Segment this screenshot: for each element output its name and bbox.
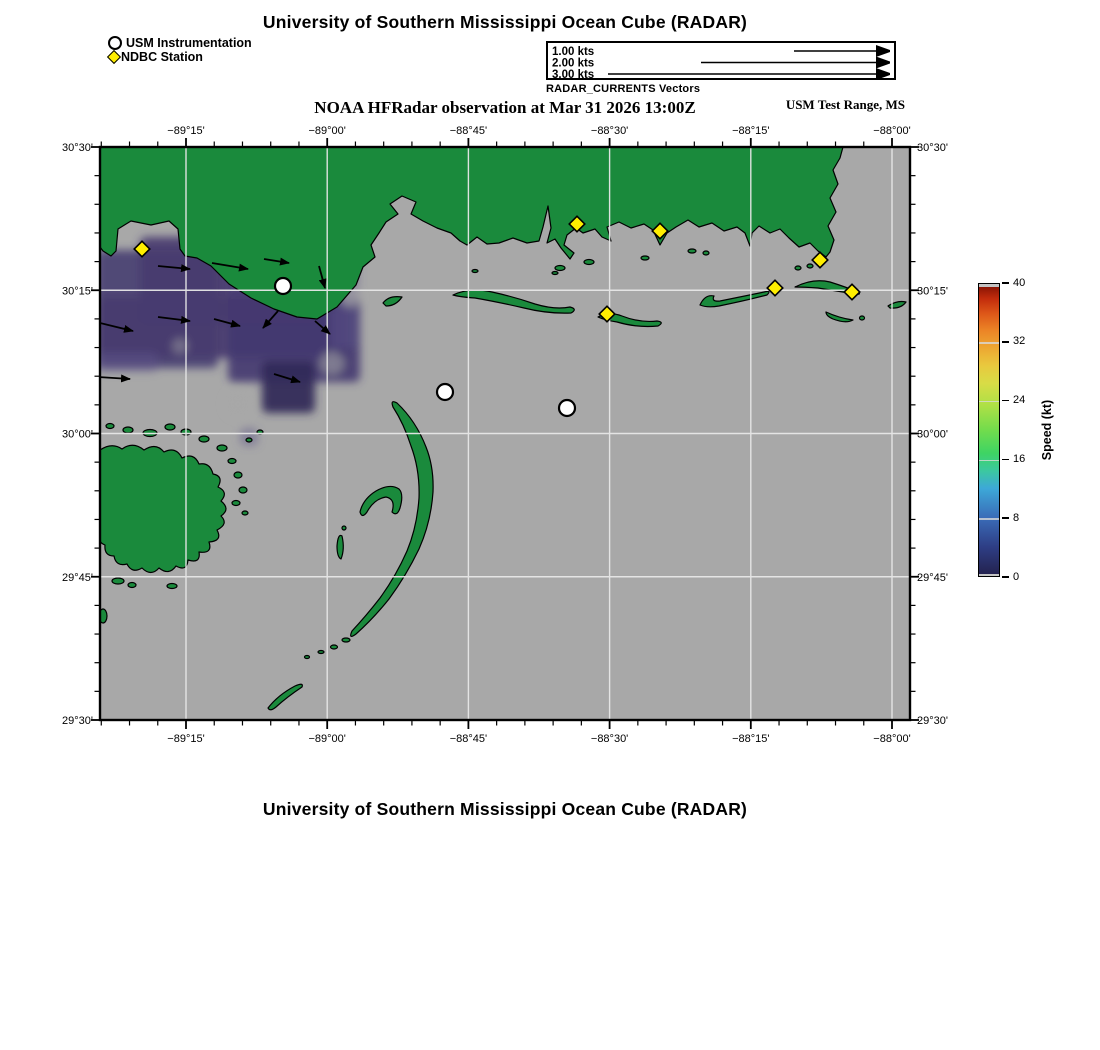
islet [234,472,242,478]
y-axis-label-left: 30°15' [62,285,93,298]
page-title-bottom: University of Southern Mississippi Ocean Cube (RADAR) [262,799,748,819]
x-axis-label-top: −89°00' [308,125,346,137]
y-axis-label-right: 29°30' [917,715,948,727]
islet [472,270,478,273]
y-axis-label-right: 30°30' [917,142,948,154]
y-axis-label-left: 30°30' [62,142,93,154]
islet [641,256,649,260]
radar-speed-cell [262,361,315,413]
usm-station-marker [437,384,453,400]
y-axis-label-left: 30°00' [62,428,93,441]
usm-station-marker [275,278,291,294]
x-axis-label-bottom: −88°30' [590,733,629,745]
colorbar-separator [979,342,999,344]
islet [239,487,247,493]
islet [703,251,709,255]
islet [584,260,594,265]
observation-subtitle: NOAA HFRadar observation at Mar 31 2026 13:00Z [314,98,696,117]
y-axis-label-right: 30°15' [917,285,948,298]
scale-row-label: 3.00 kts [552,69,595,78]
islet [167,584,177,589]
islet [112,578,124,584]
page-title-top: University of Southern Mississippi Ocean Cube (RADAR) [262,12,748,32]
colorbar-tick-label: 0 [1013,570,1020,583]
islet [305,656,310,659]
islet [228,459,236,464]
x-axis-label-top: −89°15' [167,125,205,137]
colorbar-tick [1002,341,1009,343]
legend-row-ndbc [108,50,252,64]
islet [860,316,865,320]
x-axis-label-bottom: −89°15' [167,733,205,745]
islet [232,501,240,506]
colorbar-gradient [979,284,999,576]
islet [217,445,227,451]
islet [795,266,801,270]
x-axis-label-top: −88°30' [590,125,629,137]
legend-usm-label: USM Instrumentation [126,36,252,50]
islet [342,526,346,530]
vector-scale-caption: RADAR_CURRENTS Vectors [546,83,701,95]
colorbar-tick [1002,576,1009,578]
islet [242,511,248,515]
x-axis-label-bottom: −88°15' [732,733,770,745]
islet [106,424,114,429]
islet [342,638,350,642]
colorbar-separator [979,460,999,462]
speed-colorbar [978,283,1000,577]
usm-circle-icon [108,36,122,50]
islet [318,651,324,654]
colorbar-tick [1002,400,1009,402]
islet [165,424,175,430]
islet [555,266,565,271]
scale-row-label: 1.00 kts [552,46,595,58]
usm-station-marker [559,400,575,416]
map-canvas [50,120,970,770]
y-axis-label-right: 29°45' [917,571,948,584]
colorbar-tick [1002,282,1009,284]
y-axis-label-left: 29°30' [62,715,93,727]
colorbar-tick [1002,459,1009,461]
x-axis-label-top: −88°00' [873,125,911,137]
colorbar-end-cap [979,284,999,287]
radar-speed-cell [96,352,158,372]
colorbar-tick-label: 16 [1013,452,1026,465]
island [337,535,343,559]
colorbar-tick-label: 24 [1013,394,1026,407]
x-axis-label-top: −88°15' [732,125,770,137]
test-range-label: USM Test Range, MS [785,97,905,112]
islet [128,583,136,588]
x-axis-label-bottom: −88°00' [873,733,911,745]
colorbar-title: Speed (kt) [1040,399,1054,461]
islet [123,427,133,433]
colorbar-end-cap [979,574,999,577]
islet [552,272,558,275]
x-axis-label-bottom: −89°00' [308,733,346,745]
ndbc-diamond-icon [107,50,121,64]
radar-field-gap [320,351,344,375]
colorbar-tick [1002,517,1009,519]
legend-row-usm [108,36,252,50]
islet [807,264,813,268]
map-area [96,147,910,720]
station-legend [108,36,252,64]
colorbar-tick-label: 32 [1013,335,1026,348]
radar-field-gap [225,391,251,417]
colorbar-separator [979,518,999,520]
islet [246,438,252,442]
vector-scale-canvas [548,43,890,78]
scale-row-label: 2.00 kts [552,57,595,70]
colorbar-tick-label: 8 [1013,511,1020,524]
x-axis-label-bottom: −88°45' [449,733,488,745]
islet [688,249,696,253]
colorbar-separator [979,401,999,403]
y-axis-label-left: 29°45' [62,571,93,584]
legend-ndbc-label: NDBC Station [121,50,203,64]
vector-scale-box [546,41,896,80]
radar-speed-cell [240,428,258,446]
islet [331,645,338,649]
y-axis-label-right: 30°00' [917,428,948,441]
islet [199,436,209,442]
x-axis-label-top: −88°45' [449,125,488,137]
colorbar-tick-label: 40 [1013,276,1026,289]
